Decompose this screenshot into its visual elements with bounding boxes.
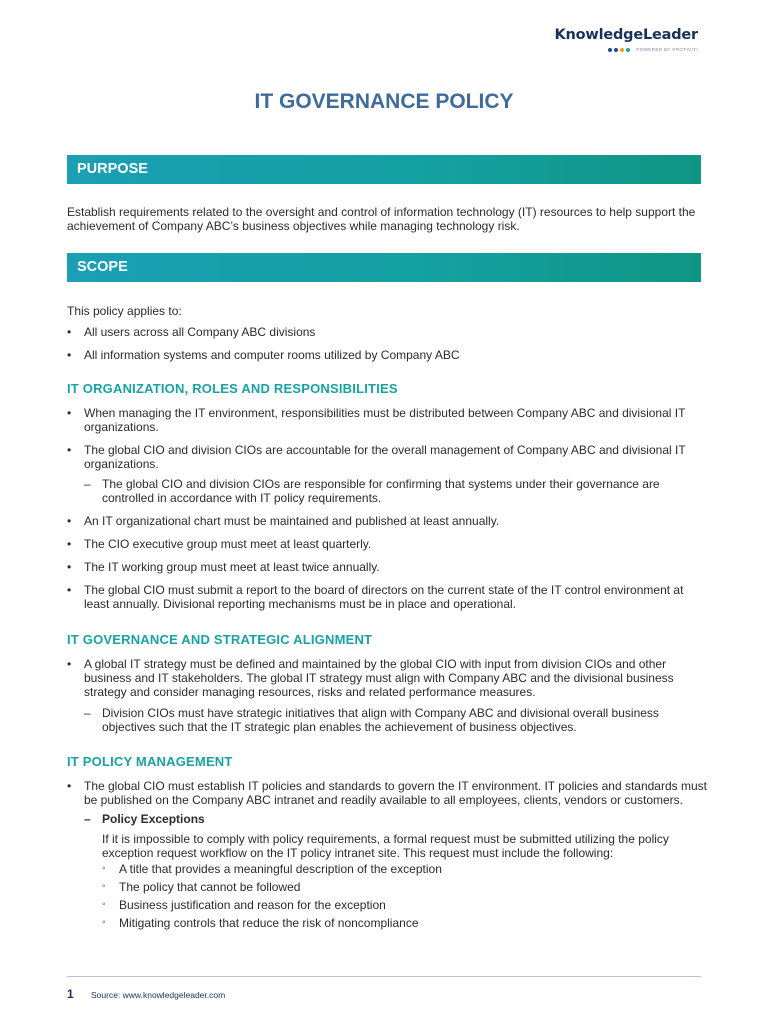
- dash-marker: –: [84, 812, 91, 826]
- roles-subitem: The global CIO and division CIOs are responsible for confirming that systems under their governance are controlled in accordance with IT policy requirements.: [102, 477, 660, 505]
- list-item: [67, 779, 707, 807]
- purpose-text: Establish requirements related to the oversight and control of information technology (IT) resources to help support the achievement of Company ABC’s business objectives while managing technology risk.: [67, 205, 696, 233]
- purpose-section: [67, 205, 707, 233]
- list-subitem: [67, 812, 707, 826]
- requirement-item: Business justification and reason for the exception: [119, 898, 386, 912]
- dash-marker: –: [84, 477, 91, 491]
- logo-dot: [626, 48, 630, 52]
- circle-marker: ◦: [102, 881, 106, 892]
- purpose-heading-band: [67, 155, 701, 184]
- list-item: [67, 860, 707, 878]
- scope-heading-band: [67, 253, 701, 282]
- page-number: 1: [67, 987, 74, 1001]
- list-subitem: [67, 706, 707, 734]
- list-subitem: [67, 477, 707, 505]
- dash-marker: –: [84, 706, 91, 720]
- alignment-heading: IT GOVERNANCE AND STRATEGIC ALIGNMENT: [67, 632, 373, 647]
- list-item: [67, 443, 707, 471]
- roles-item: The global CIO and division CIOs are accountable for the overall management of Company ABC and divisional IT organizations.: [84, 443, 686, 471]
- alignment-subitem: Division CIOs must have strategic initiatives that align with Company ABC and divisional overall business objectives such that the IT strategic plan enables the achievement of business objectives.: [102, 706, 659, 734]
- document-title: IT GOVERNANCE POLICY: [254, 90, 514, 113]
- list-item: [67, 878, 707, 896]
- knowledgeleader-logo: [554, 27, 698, 52]
- policy-section: [67, 754, 707, 932]
- bullet-marker: •: [67, 443, 72, 457]
- bullet-marker: •: [67, 325, 72, 339]
- bullet-marker: •: [67, 583, 72, 597]
- alignment-section: [67, 632, 707, 734]
- list-item: [67, 406, 707, 434]
- purpose-heading: PURPOSE: [77, 161, 148, 177]
- scope-item: All users across all Company ABC divisions: [84, 325, 316, 339]
- requirement-item: Mitigating controls that reduce the risk of noncompliance: [119, 916, 419, 930]
- logo-name: KnowledgeLeader: [554, 27, 698, 43]
- circle-marker: ◦: [102, 899, 106, 910]
- list-item: [67, 348, 707, 362]
- roles-item: The IT working group must meet at least twice annually.: [84, 560, 380, 574]
- source-citation: Source: www.knowledgeleader.com: [91, 990, 226, 1000]
- roles-item: When managing the IT environment, responsibilities must be distributed between Company ABC and divisional IT organizations.: [84, 406, 686, 434]
- footer-divider: [67, 976, 701, 977]
- requirement-item: The policy that cannot be followed: [119, 880, 301, 894]
- bullet-marker: •: [67, 406, 72, 420]
- bullet-marker: •: [67, 514, 72, 528]
- logo-dot: [620, 48, 624, 52]
- list-item: [67, 896, 707, 914]
- scope-item: All information systems and computer rooms utilized by Company ABC: [84, 348, 460, 362]
- roles-item: The CIO executive group must meet at least quarterly.: [84, 537, 372, 551]
- circle-marker: ◦: [102, 917, 106, 928]
- list-item: [67, 914, 707, 932]
- logo-tagline-row: [554, 47, 698, 52]
- policy-heading: IT POLICY MANAGEMENT: [67, 754, 233, 769]
- scope-heading: SCOPE: [77, 259, 128, 275]
- list-item: [67, 537, 707, 551]
- list-item: [67, 657, 707, 699]
- scope-intro: This policy applies to:: [67, 304, 182, 318]
- scope-section: [67, 304, 707, 362]
- roles-heading: IT ORGANIZATION, ROLES AND RESPONSIBILITIES: [67, 381, 398, 396]
- requirement-item: A title that provides a meaningful description of the exception: [119, 862, 442, 876]
- list-item: [67, 325, 707, 339]
- bullet-marker: •: [67, 560, 72, 574]
- list-item: [67, 514, 707, 528]
- logo-dot: [614, 48, 618, 52]
- bullet-marker: •: [67, 779, 72, 793]
- policy-item: The global CIO must establish IT policies and standards to govern the IT environment. IT policies and standards must be published on the Company ABC intranet and readily available to all employees, clients, vendors or customers.: [84, 779, 707, 807]
- bullet-marker: •: [67, 657, 72, 671]
- alignment-item: A global IT strategy must be defined and maintained by the global CIO with input from division CIOs and other business and IT stakeholders. The global IT strategy must align with Company ABC and the divisional business strategy and consider managing resources, risks and related performance measures.: [84, 657, 674, 699]
- roles-item: An IT organizational chart must be maintained and published at least annually.: [84, 514, 500, 528]
- circle-marker: ◦: [102, 863, 106, 874]
- list-item: [67, 560, 707, 574]
- policy-exceptions-label: Policy Exceptions: [102, 812, 205, 826]
- policy-exceptions-text: If it is impossible to comply with policy requirements, a formal request must be submitted utilizing the policy exception request workflow on the IT policy intranet site. This request must include the following:: [102, 832, 669, 860]
- roles-item: The global CIO must submit a report to the board of directors on the current state of the IT control environment at least annually. Divisional reporting mechanisms must be in place and operational.: [84, 583, 684, 611]
- logo-tagline: POWERED BY PROTIVITI: [636, 47, 698, 52]
- bullet-marker: •: [67, 348, 72, 362]
- bullet-marker: •: [67, 537, 72, 551]
- roles-section: [67, 381, 707, 611]
- list-item: [67, 583, 707, 611]
- logo-dot: [608, 48, 612, 52]
